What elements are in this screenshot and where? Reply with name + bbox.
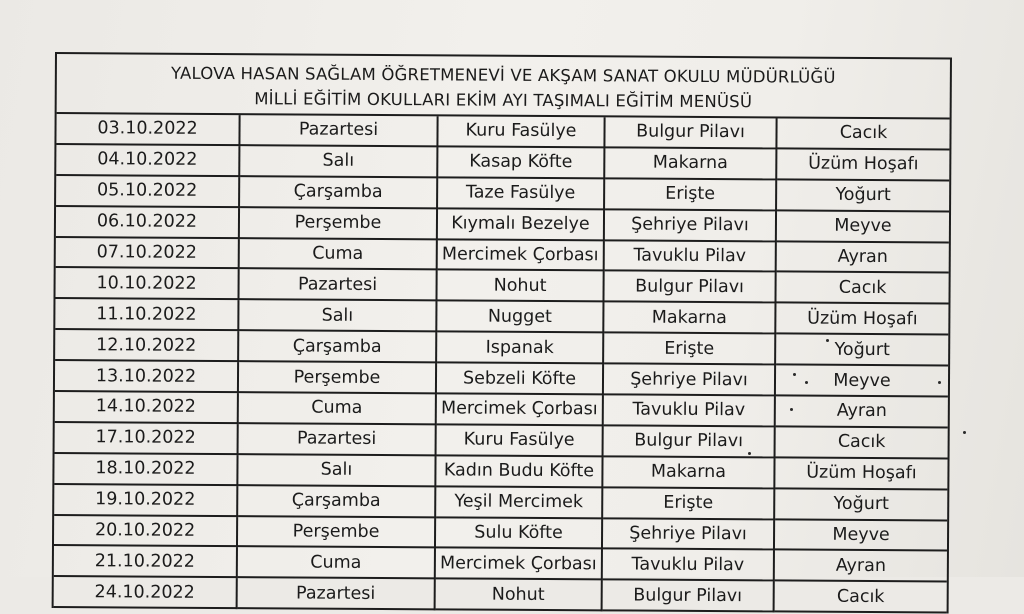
side-dish-cell: Şehriye Pilavı (604, 209, 776, 241)
day-cell: Perşembe (237, 516, 435, 548)
header-title-line-1: YALOVA HASAN SAĞLAM ÖĞRETMENEVİ VE AKŞAM SANAT OKULU MÜDÜRLÜĞÜ (170, 63, 836, 87)
side-dish-cell: Makarna (603, 302, 775, 334)
date-cell: 10.10.2022 (55, 267, 238, 299)
extra-cell: Meyve (775, 365, 948, 397)
day-cell: Pazartesi (238, 269, 436, 301)
main-dish-cell: Mercimek Çorbası (436, 393, 603, 425)
date-cell: 05.10.2022 (56, 175, 239, 207)
side-dish-cell: Erişte (604, 178, 776, 210)
day-cell: Cuma (238, 392, 436, 424)
extra-cell: Meyve (776, 210, 949, 242)
date-cell: 17.10.2022 (55, 422, 238, 454)
date-cell: 24.10.2022 (54, 576, 237, 608)
date-cell: 03.10.2022 (56, 114, 239, 145)
main-dish-cell: Kuru Fasülye (436, 424, 603, 456)
day-cell: Salı (239, 145, 437, 177)
main-dish-cell: Ispanak (436, 332, 603, 364)
side-dish-cell: Makarna (602, 456, 774, 488)
menu-table (54, 114, 950, 614)
side-dish-cell: Şehriye Pilavı (602, 518, 774, 550)
main-dish-cell: Kıymalı Bezelye (437, 208, 604, 240)
main-dish-cell: Sebzeli Köfte (436, 362, 603, 394)
print-speck (938, 381, 941, 384)
day-cell: Çarşamba (237, 485, 435, 517)
main-dish-cell: Nugget (436, 301, 603, 333)
side-dish-cell: Bulgur Pilavı (602, 580, 774, 612)
main-dish-cell: Yeşil Mercimek (435, 486, 602, 518)
print-speck (793, 373, 796, 376)
main-dish-cell: Sulu Köfte (435, 517, 602, 549)
day-cell: Çarşamba (239, 176, 437, 208)
date-cell: 14.10.2022 (55, 391, 238, 423)
main-dish-cell: Kadın Budu Köfte (435, 455, 602, 487)
side-dish-cell: Şehriye Pilavı (603, 363, 775, 395)
side-dish-cell: Erişte (602, 487, 774, 519)
main-dish-cell: Nohut (436, 270, 603, 302)
extra-cell: Cacık (774, 581, 947, 613)
date-cell: 18.10.2022 (54, 453, 237, 485)
side-dish-cell: Erişte (603, 333, 775, 365)
extra-cell: Yoğurt (776, 179, 949, 211)
extra-cell: Üzüm Hoşafı (776, 148, 949, 180)
menu-document (52, 52, 952, 614)
day-cell: Cuma (239, 238, 437, 270)
extra-cell: Cacık (775, 426, 948, 458)
date-cell: 19.10.2022 (54, 484, 237, 516)
date-cell: 12.10.2022 (55, 329, 238, 361)
side-dish-cell: Tavuklu Pilav (602, 549, 774, 581)
menu-row (54, 576, 947, 612)
main-dish-cell: Nohut (435, 579, 602, 611)
header-title-line-2: MİLLİ EĞİTİM OKULLARI EKİM AYI TAŞIMALI EĞİTİM MENÜSÜ (254, 89, 753, 112)
date-cell: 13.10.2022 (55, 360, 238, 392)
print-speck (790, 408, 793, 411)
day-cell: Perşembe (238, 361, 436, 393)
extra-cell: Ayran (775, 395, 948, 427)
date-cell: 21.10.2022 (54, 545, 237, 577)
day-cell: Pazartesi (238, 423, 436, 455)
main-dish-cell: Mercimek Çorbası (437, 239, 604, 271)
date-cell: 04.10.2022 (56, 144, 239, 176)
main-dish-cell: Kuru Fasülye (437, 116, 604, 147)
side-dish-cell: Bulgur Pilavı (603, 425, 775, 457)
day-cell: Salı (237, 454, 435, 486)
day-cell: Pazartesi (237, 577, 435, 609)
side-dish-cell: Tavuklu Pilav (604, 240, 776, 272)
extra-cell: Üzüm Hoşafı (775, 303, 948, 335)
extra-cell: Ayran (776, 241, 949, 273)
extra-cell: Cacık (775, 272, 948, 304)
extra-cell: Üzüm Hoşafı (774, 457, 947, 489)
day-cell: Çarşamba (238, 330, 436, 362)
date-cell: 11.10.2022 (55, 298, 238, 330)
main-dish-cell: Mercimek Çorbası (435, 548, 602, 580)
date-cell: 20.10.2022 (54, 515, 237, 547)
date-cell: 06.10.2022 (56, 206, 239, 238)
main-dish-cell: Taze Fasülye (437, 177, 604, 209)
main-dish-cell: Kasap Köfte (437, 146, 604, 178)
print-speck (805, 381, 808, 384)
day-cell: Pazartesi (239, 115, 437, 146)
day-cell: Cuma (237, 547, 435, 579)
side-dish-cell: Makarna (604, 147, 776, 179)
extra-cell: Meyve (774, 519, 947, 551)
day-cell: Salı (238, 299, 436, 331)
print-speck (826, 339, 829, 342)
print-speck (748, 452, 751, 455)
extra-cell: Yoğurt (775, 334, 948, 366)
side-dish-cell: Bulgur Pilavı (604, 117, 776, 148)
day-cell: Perşembe (239, 207, 437, 239)
side-dish-cell: Tavuklu Pilav (603, 394, 775, 426)
date-cell: 07.10.2022 (56, 237, 239, 269)
extra-cell: Cacık (776, 118, 949, 149)
extra-cell: Yoğurt (774, 488, 947, 520)
menu-table-body (54, 114, 950, 613)
extra-cell: Ayran (774, 550, 947, 582)
print-speck (963, 431, 966, 434)
document-header (57, 54, 950, 119)
side-dish-cell: Bulgur Pilavı (603, 271, 775, 303)
